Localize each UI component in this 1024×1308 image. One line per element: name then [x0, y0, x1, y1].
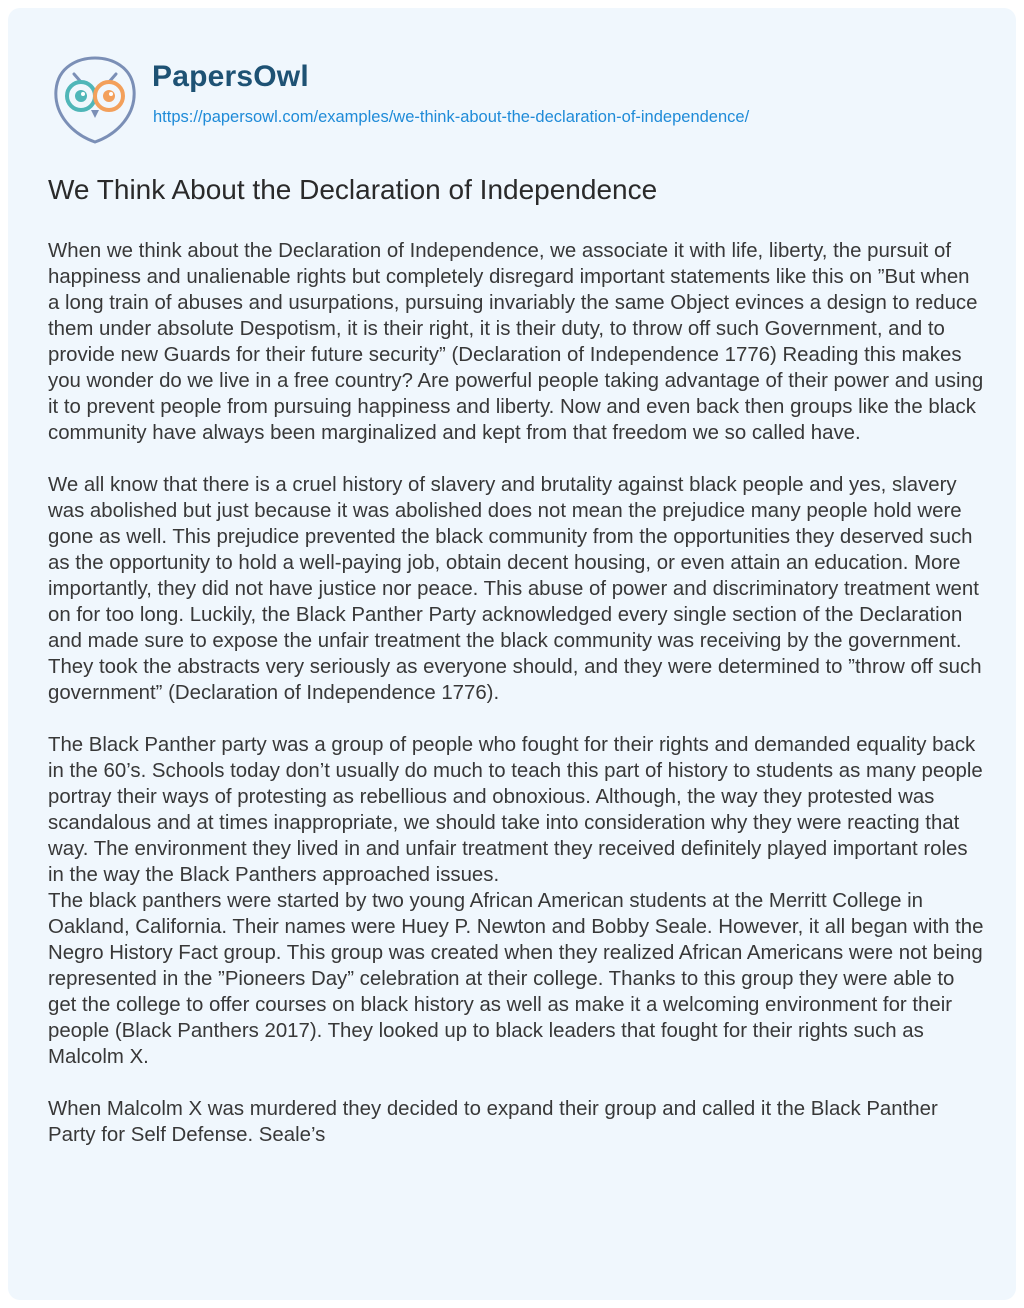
article-body [48, 238, 984, 1148]
paragraph: When Malcolm X was murdered they decided to expand their group and called it the Black Panther Party for Self Defense. Seale’s [48, 1098, 938, 1146]
site-header [48, 50, 988, 150]
owl-logo-icon [48, 52, 142, 146]
source-url-link[interactable]: https://papersowl.com/examples/we-think-about-the-declaration-of-independence/ [153, 108, 750, 126]
page-title: We Think About the Declaration of Independence [48, 174, 658, 205]
paragraph: The black panthers were started by two young African American students at the Merritt College in Oakland, California. Their names were Huey P. Newton and Bobby Seale. However, it all began with the Negro History Fact group. This group was created when they realized African Americans were not being represented in the ”Pioneers Day” celebration at their college. Thanks to this group they were able to get the college to offer courses on black history as well as make it a welcoming environment for their people (Black Panthers 2017). They looked up to black leaders that fought for their rights such as Malcolm X. [48, 890, 984, 1068]
page-card [8, 8, 1016, 1300]
paragraph: When we think about the Declaration of Independence, we associate it with life, liberty, the pursuit of happiness and unalienable rights but completely disregard important statements like this on ”But when a long train of abuses and usurpations, pursuing invariably the same Object evinces a design to reduce them under absolute Despotism, it is their right, it is their duty, to throw off such Government, and to provide new Guards for their future security” (Declaration of Independence 1776) Reading this makes you wonder do we live in a free country? Are powerful people taking advantage of their power and using it to prevent people from pursuing happiness and liberty. Now and even back then groups like the black community have always been marginalized and kept from that freedom we so called have. [48, 240, 984, 444]
paragraph: We all know that there is a cruel history of slavery and brutality against black people and yes, slavery was abolished but just because it was abolished does not mean the prejudice many people hold were gone as well. This prejudice prevented the black community from the opportunities they deserved such as the opportunity to hold a well-paying job, obtain decent housing, or even attain an education. More importantly, they did not have justice nor peace. This abuse of power and discriminatory treatment went on for too long. Luckily, the Black Panther Party acknowledged every single section of the Declaration and made sure to expose the unfair treatment the black community was receiving by the government. They took the abstracts very seriously as everyone should, and they were determined to ”throw off such government” (Declaration of Independence 1776). [48, 474, 982, 704]
paragraph: The Black Panther party was a group of people who fought for their rights and demanded equality back in the 60’s. Schools today don’t usually do much to teach this part of history to students as many people portray their ways of protesting as rebellious and obnoxious. Although, the way they protested was scandalous and at times inappropriate, we should take into consideration why they were reacting that way. The environment they lived in and unfair treatment they received definitely played important roles in the way the Black Panthers approached issues. [48, 734, 983, 886]
brand-name: PapersOwl [152, 60, 309, 93]
